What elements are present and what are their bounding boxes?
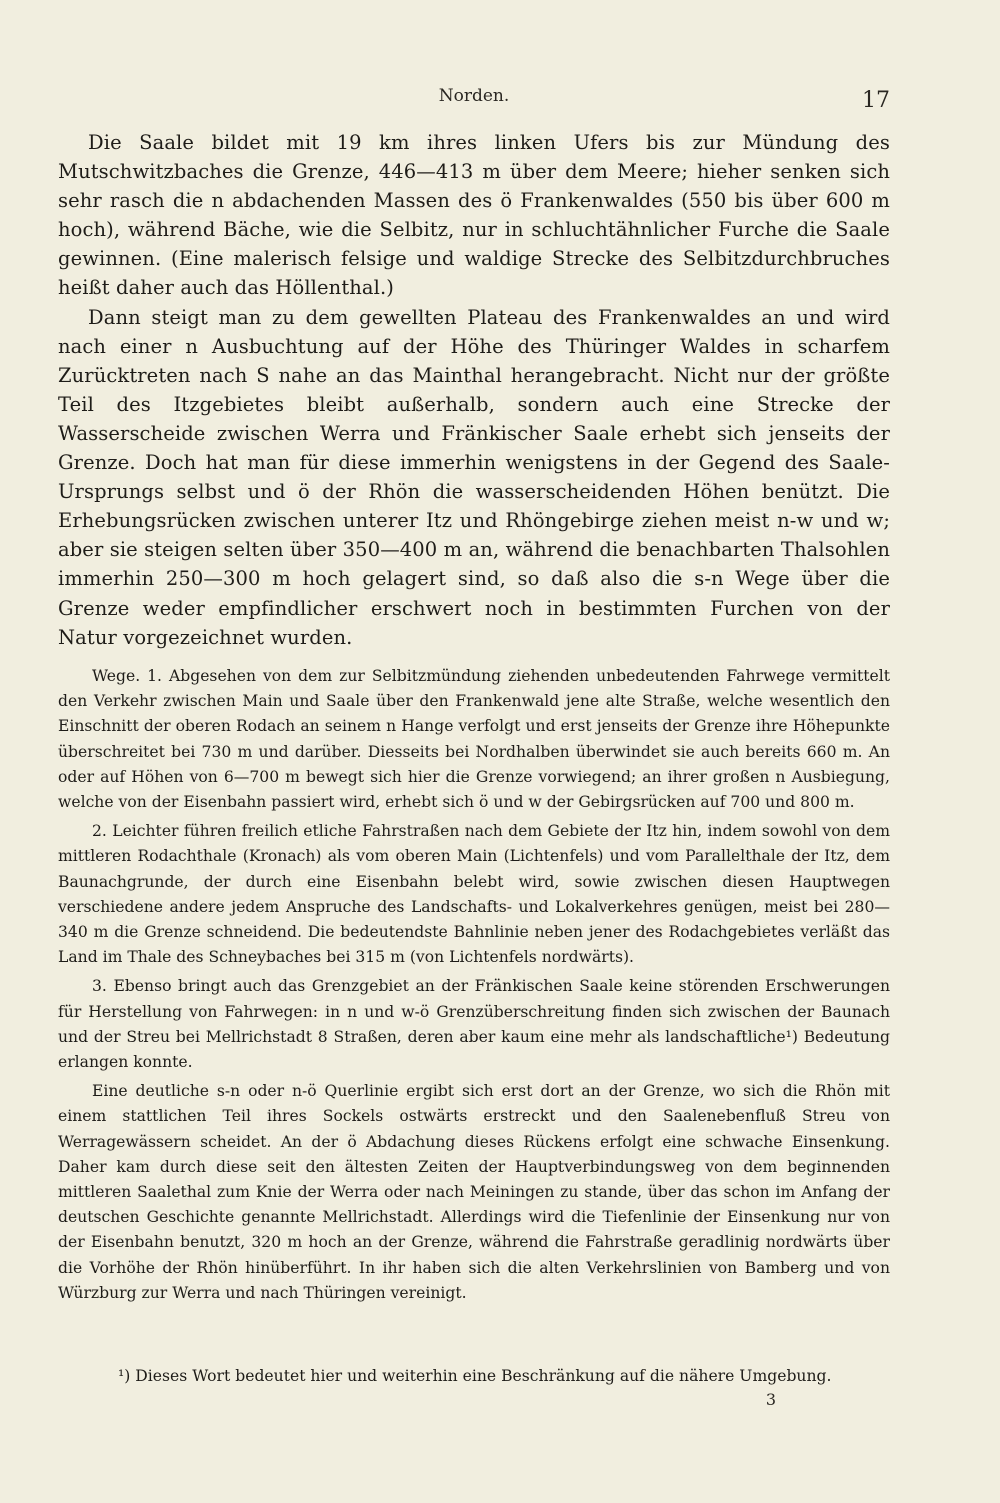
paragraph: Dann steigt man zu dem gewellten Plateau des Frankenwaldes an und wird nach einer n Ausbuchtung auf der Höhe des Thüringer Waldes in scharfem Zurücktreten nach S nahe an das Mainthal herangebracht. Nicht nur der größte Teil des Itzgebietes bleibt außerhalb, sondern auch eine Strecke der Wasserscheide zwischen Werra und Fränkischer Saale erhebt sich jenseits der Grenze. Doch hat man für diese immerhin wenigstens in der Gegend des Saale-Ursprungs selbst und ö der Rhön die wasserscheidenden Höhen benützt. Die Erhebungsrücken zwischen unterer Itz und Rhöngebirge ziehen meist n-w und w; aber sie steigen selten über 350—400 m an, während die benachbarten Thalsohlen immerhin 250—300 m hoch gelagert sind, so daß also die s-n Wege über die Grenze weder empfindlicher erschwert noch in bestimmten Furchen von der Natur vorgezeichnet wurden. [58,305,890,649]
notes-section [58,664,890,1306]
note-paragraph: Eine deutliche s-n oder n-ö Querlinie ergibt sich erst dort an der Grenze, wo sich die Rhön mit einem stattlichen Teil ihres Sockels ostwärts erstreckt und den Saalenebenfluß Streu von Werragewässern scheidet. An der ö Abdachung dieses Rückens erfolgt eine schwache Einsenkung. Daher kam durch diese seit den ältesten Zeiten der Hauptverbindungsweg von dem beginnenden mittleren Saalethal zum Knie der Werra oder nach Meiningen zu stande, über das schon im Anfang der deutschen Geschichte genannte Mellrichstadt. Allerdings wird die Tiefenlinie der Einsenkung nur von der Eisenbahn benutzt, 320 m hoch an der Grenze, während die Fahrstraße geradlinig nordwärts über die Vorhöhe der Rhön hinüberführt. In ihr haben sich die alten Verkehrslinien von Bamberg und von Würzburg zur Werra und nach Thüringen vereinigt. [58,1082,890,1302]
footnote: ¹) Dieses Wort bedeutet hier und weiterhin eine Beschränkung auf die nähere Umgebung. [118,1367,832,1385]
main-text [58,128,890,652]
note-paragraph: 2. Leichter führen freilich etliche Fahrstraßen nach dem Gebiete der Itz hin, indem sowohl von dem mittleren Rodachthale (Kronach) als vom oberen Main (Lichtenfels) und vom Parallelthale der Itz, dem Baunachgrunde, der durch eine Eisenbahn belebt wird, sowie zwischen diesen Hauptwegen verschiedene andere jedem Anspruche des Landschafts- und Lokalverkehres genügen, meist bei 280—340 m die Grenze schneidend. Die bedeutendste Bahnlinie neben jener des Rodachgebietes verläßt das Land im Thale des Schneybaches bei 315 m (von Lichtenfels nordwärts). [58,822,890,967]
paragraph: Die Saale bildet mit 19 km ihres linken Ufers bis zur Mündung des Mutschwitzbaches die Grenze, 446—413 m über dem Meere; hieher senken sich sehr rasch die n abdachenden Massen des ö Frankenwaldes (550 bis über 600 m hoch), während Bäche, wie die Selbitz, nur in schluchtähnlicher Furche die Saale gewinnen. (Eine malerisch felsige und waldige Strecke des Selbitzdurchbruches heißt daher auch das Höllenthal.) [58,131,890,300]
running-title: Norden. [438,86,510,106]
signature-mark: 3 [765,1390,776,1409]
note-paragraph: Wege. 1. Abgesehen von dem zur Selbitzmündung ziehenden unbedeutenden Fahrwege vermittelt den Verkehr zwischen Main und Saale über den Frankenwald jene alte Straße, welche wesentlich den Einschnitt der oberen Rodach an seinem n Hange verfolgt und erst jenseits der Grenze ihre Höhepunkte überschreitet bei 730 m und darüber. Diesseits bei Nordhalben überwindet sie auch bereits 660 m. An oder auf Höhen von 6—700 m bewegt sich hier die Grenze vorwiegend; an ihrer großen n Ausbiegung, welche von der Eisenbahn passiert wird, erhebt sich ö und w der Gebirgsrücken auf 700 und 800 m. [58,667,890,812]
page-number: 17 [862,88,890,113]
note-paragraph: 3. Ebenso bringt auch das Grenzgebiet an der Fränkischen Saale keine störenden Erschwerungen für Herstellung von Fahrwegen: in n und w-ö Grenzüberschreitung finden sich zwischen der Baunach und der Streu bei Mellrichstadt 8 Straßen, deren aber kaum eine mehr als landschaftliche¹) Bedeutung erlangen konnte. [58,977,890,1072]
